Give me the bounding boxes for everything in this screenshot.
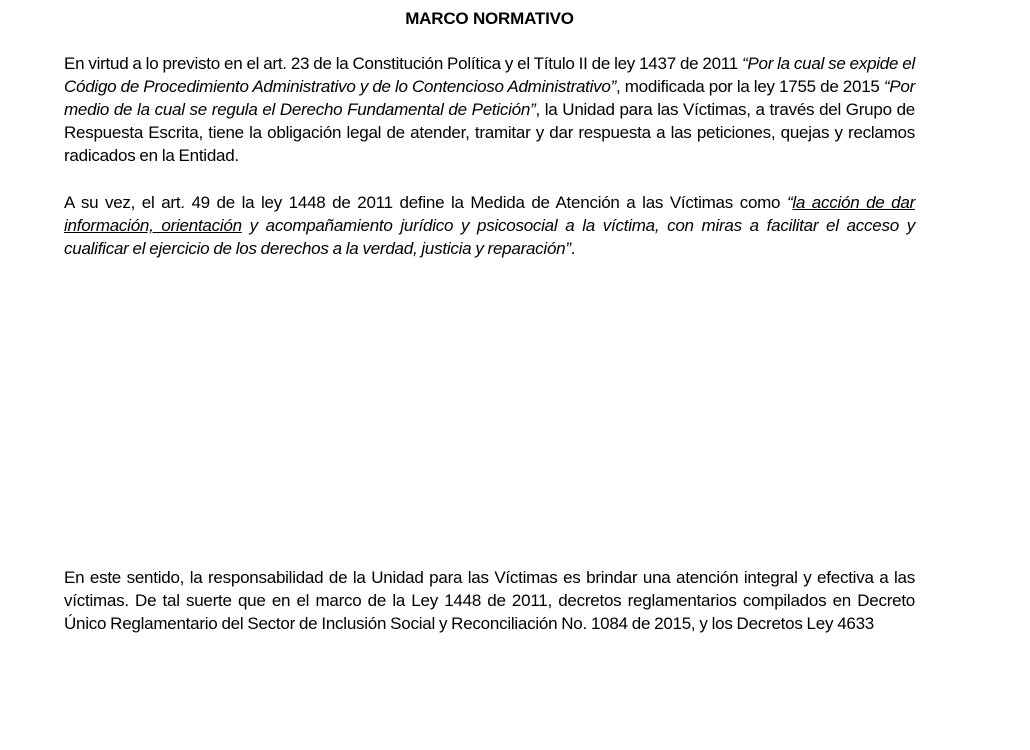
paragraph-legal-basis [64,52,915,167]
paragraph-3-viewport [64,283,915,633]
paragraph-1-quote-law-1755: “Por medio de la cual se regula el Derecho Fundamental de Petición” [64,77,915,119]
paragraph-2-quote-rest: y acompañamiento jurídico y psicosocial a la víctima, con miras a facilitar el acceso y cualificar el ejercicio de los derechos a la verdad, justicia y reparación” [64,216,915,258]
paragraph-1-text-1: En virtud a lo previsto en el art. 23 de la Constitución Política y el Título II de ley 1437 de 2011 [64,54,742,73]
paragraph-3-text: En este sentido, la responsabilidad de la Unidad para las Víctimas es brindar una atención integral y efectiva a las víctimas. De tal suerte que en el marco de la Ley 1448 de 2011, decretos reglamentarios compilados en Decreto Único Reglamentario del Sector de Inclusión Social y Reconciliación No. 1084 de 2015, y los Decretos Ley 4633 [64,568,915,633]
paragraph-1-text-2: , modificada por la ley 1755 de 2015 [616,77,884,96]
paragraph-responsibility [64,566,915,635]
paragraph-2-period: . [570,239,576,258]
paragraph-2-text-1: A su vez, el art. 49 de la ley 1448 de 2011 define la Medida de Atención a las Víctimas como [64,193,787,212]
document-title: MARCO NORMATIVO [405,9,574,28]
paragraph-2-underlined-quote: la acción de dar información, orientación [64,193,915,235]
paragraph-1-quote-law-1437: “Por la cual se expide el Código de Procedimiento Administrativo y de lo Contencioso Administrativo” [64,54,915,96]
paragraph-attention-measure [64,191,915,260]
paragraph-1-text-3: , la Unidad para las Víctimas, a través del Grupo de Respuesta Escrita, tiene la obligación legal de atender, tramitar y dar respuesta a las peticiones, quejas y reclamos radicados en la Entidad. [64,100,915,165]
paragraph-2-open-quote: “ [786,193,793,212]
